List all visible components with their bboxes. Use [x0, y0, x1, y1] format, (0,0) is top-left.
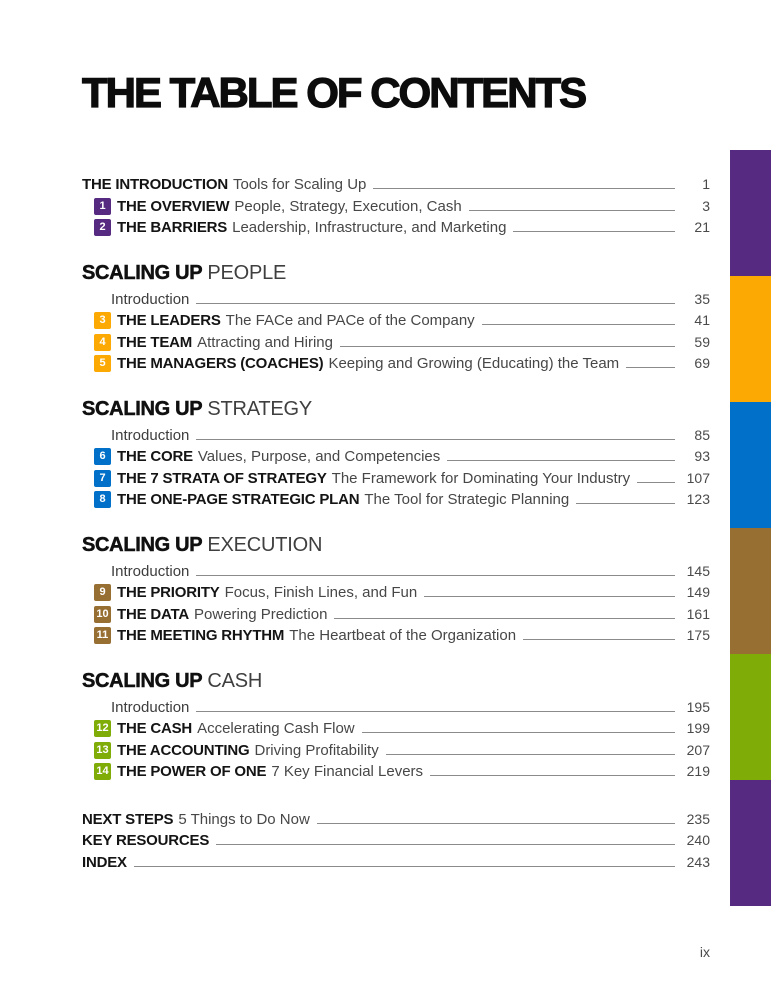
toc-entry-overview — [82, 196, 710, 218]
section-header-bold: SCALING UP — [82, 669, 203, 692]
entry-label: Introduction — [111, 698, 190, 716]
toc-entry-one-page-plan — [82, 489, 710, 511]
section-tab-strip — [730, 150, 771, 906]
entry-label: NEXT STEPS — [82, 810, 174, 828]
toc-group-cash — [82, 669, 710, 783]
leader-line — [362, 732, 675, 733]
entry-label: THE BARRIERS — [117, 219, 228, 236]
entry-label: THE PRIORITY — [117, 584, 220, 601]
toc-entry-power-of-one — [82, 761, 710, 783]
page-title: THE TABLE OF CONTENTS — [82, 69, 586, 116]
toc-entry-execution-intro — [82, 561, 710, 583]
toc-entry-team — [82, 332, 710, 354]
chapter-number-badge: 13 — [94, 742, 111, 759]
section-tab-execution — [730, 528, 771, 654]
toc-entry-people-intro — [82, 289, 710, 311]
leader-line — [196, 575, 675, 576]
entry-subtitle: Leadership, Infrastructure, and Marketing — [232, 219, 507, 236]
toc-entry-key-resources — [82, 830, 710, 852]
page-number: 235 — [686, 810, 710, 827]
page-number: 219 — [686, 763, 710, 779]
leader-line — [196, 711, 675, 712]
leader-line — [373, 188, 675, 189]
leader-line — [626, 367, 675, 368]
entry-label: KEY RESOURCES — [82, 832, 210, 849]
page-number: 3 — [702, 197, 710, 214]
leader-line — [386, 754, 675, 755]
chapter-number-badge: 9 — [94, 584, 111, 601]
leader-line — [447, 460, 675, 461]
chapter-number-badge: 3 — [94, 312, 111, 329]
chapter-number-badge: 7 — [94, 470, 111, 487]
leader-line — [334, 618, 675, 619]
leader-line — [430, 775, 675, 776]
entry-label: THE POWER OF ONE — [117, 763, 267, 780]
page-number: 199 — [686, 720, 710, 736]
chapter-number-badge: 5 — [94, 355, 111, 372]
leader-line — [523, 639, 675, 640]
page-number: 195 — [686, 698, 710, 715]
entry-subtitle: Keeping and Growing (Educating) the Team — [328, 355, 620, 372]
toc-entry-cash — [82, 718, 710, 740]
toc-group-introduction — [82, 174, 710, 239]
section-header-rest: CASH — [207, 669, 263, 692]
folio-page-number: ix — [699, 944, 710, 960]
section-header-bold: SCALING UP — [82, 533, 203, 556]
chapter-number-badge: 12 — [94, 720, 111, 737]
toc-entry-core — [82, 446, 710, 468]
toc-group-execution — [82, 533, 710, 647]
page-number: 21 — [694, 219, 710, 235]
toc-entry-leaders — [82, 310, 710, 332]
entry-label: THE OVERVIEW — [117, 197, 230, 215]
entry-subtitle: Accelerating Cash Flow — [197, 720, 355, 737]
entry-label: THE INTRODUCTION — [82, 176, 228, 193]
entry-subtitle: Tools for Scaling Up — [232, 176, 367, 193]
leader-line — [424, 596, 675, 597]
entry-label: Introduction — [111, 562, 190, 580]
section-header-bold: SCALING UP — [82, 397, 203, 420]
toc-entry-managers — [82, 353, 710, 375]
entry-label: THE MEETING RHYTHM — [117, 627, 285, 644]
section-tab-strategy — [730, 402, 771, 528]
entry-subtitle: Attracting and Hiring — [197, 333, 333, 351]
page-number: 69 — [694, 355, 710, 371]
entry-label: THE TEAM — [117, 333, 193, 351]
section-header — [82, 397, 710, 422]
toc-entry-priority — [82, 582, 710, 604]
entry-label: THE DATA — [117, 605, 190, 623]
toc-entry-strategy-intro — [82, 425, 710, 447]
leader-line — [196, 303, 675, 304]
toc-group-strategy — [82, 397, 710, 511]
entry-label: Introduction — [111, 290, 190, 308]
leader-line — [340, 346, 675, 347]
entry-subtitle: The Tool for Strategic Planning — [364, 491, 570, 508]
toc-entry-meeting-rhythm — [82, 625, 710, 647]
chapter-number-badge: 1 — [94, 198, 111, 215]
leader-line — [576, 503, 675, 504]
page-number: 107 — [686, 469, 710, 486]
chapter-number-badge: 11 — [94, 627, 111, 644]
toc-entry-next-steps — [82, 809, 710, 831]
section-header-rest: PEOPLE — [207, 261, 287, 284]
entry-subtitle: Focus, Finish Lines, and Fun — [224, 584, 418, 601]
toc-entry-introduction — [82, 174, 710, 196]
page-number: 175 — [686, 627, 710, 643]
section-header — [82, 669, 710, 694]
section-tab-cash — [730, 654, 771, 780]
entry-subtitle: 7 Key Financial Levers — [271, 763, 424, 780]
entry-label: THE ACCOUNTING — [117, 741, 250, 759]
page-number: 93 — [694, 448, 710, 464]
toc-entry-index — [82, 852, 710, 874]
page-number: 35 — [694, 290, 710, 307]
leader-line — [637, 482, 675, 483]
entry-subtitle: People, Strategy, Execution, Cash — [234, 197, 462, 215]
toc-entry-barriers — [82, 217, 710, 239]
section-header — [82, 533, 710, 558]
page-number: 161 — [686, 605, 710, 622]
toc-group-endmatter — [82, 809, 710, 874]
entry-label: THE MANAGERS (COACHES) — [117, 355, 324, 372]
entry-subtitle: The Framework for Dominating Your Industry — [331, 469, 631, 487]
toc-entry-7-strata — [82, 468, 710, 490]
chapter-number-badge: 2 — [94, 219, 111, 236]
entry-label: INDEX — [82, 853, 127, 871]
entry-subtitle: 5 Things to Do Now — [178, 810, 310, 828]
entry-subtitle: Powering Prediction — [194, 605, 328, 623]
chapter-number-badge: 4 — [94, 334, 111, 351]
toc-entry-accounting — [82, 740, 710, 762]
leader-line — [196, 439, 675, 440]
leader-line — [134, 866, 675, 867]
page-number: 85 — [694, 426, 710, 443]
entry-label: THE ONE-PAGE STRATEGIC PLAN — [117, 491, 360, 508]
section-header-rest: EXECUTION — [207, 533, 323, 556]
leader-line — [482, 324, 675, 325]
page-number: 1 — [702, 176, 710, 192]
page-number: 243 — [686, 853, 710, 870]
leader-line — [513, 231, 675, 232]
entry-label: Introduction — [111, 426, 190, 444]
page-number: 41 — [694, 312, 710, 328]
section-tab-introduction — [730, 150, 771, 276]
toc-entry-data — [82, 604, 710, 626]
chapter-number-badge: 6 — [94, 448, 111, 465]
toc-list — [82, 174, 710, 873]
toc-entry-cash-intro — [82, 697, 710, 719]
entry-label: THE LEADERS — [117, 312, 221, 329]
entry-label: THE CASH — [117, 720, 193, 737]
section-tab-people — [730, 276, 771, 402]
section-header-bold: SCALING UP — [82, 261, 203, 284]
chapter-number-badge: 14 — [94, 763, 111, 780]
leader-line — [216, 844, 675, 845]
section-header — [82, 261, 710, 286]
toc-group-people — [82, 261, 710, 375]
leader-line — [469, 210, 675, 211]
entry-label: THE CORE — [117, 448, 193, 465]
entry-subtitle: Driving Profitability — [254, 741, 379, 759]
page-number: 207 — [686, 741, 710, 758]
page-number: 145 — [686, 562, 710, 579]
page-number: 240 — [686, 832, 710, 848]
page-number: 59 — [694, 333, 710, 350]
chapter-number-badge: 10 — [94, 606, 111, 623]
entry-subtitle: Values, Purpose, and Competencies — [197, 448, 441, 465]
section-tab-endmatter — [730, 780, 771, 906]
chapter-number-badge: 8 — [94, 491, 111, 508]
page-number: 149 — [686, 584, 710, 600]
entry-label: THE 7 STRATA OF STRATEGY — [117, 469, 327, 487]
page-number: 123 — [686, 491, 710, 507]
leader-line — [317, 823, 675, 824]
section-header-rest: STRATEGY — [207, 397, 313, 420]
entry-subtitle: The Heartbeat of the Organization — [289, 627, 517, 644]
entry-subtitle: The FACe and PACe of the Company — [225, 312, 475, 329]
